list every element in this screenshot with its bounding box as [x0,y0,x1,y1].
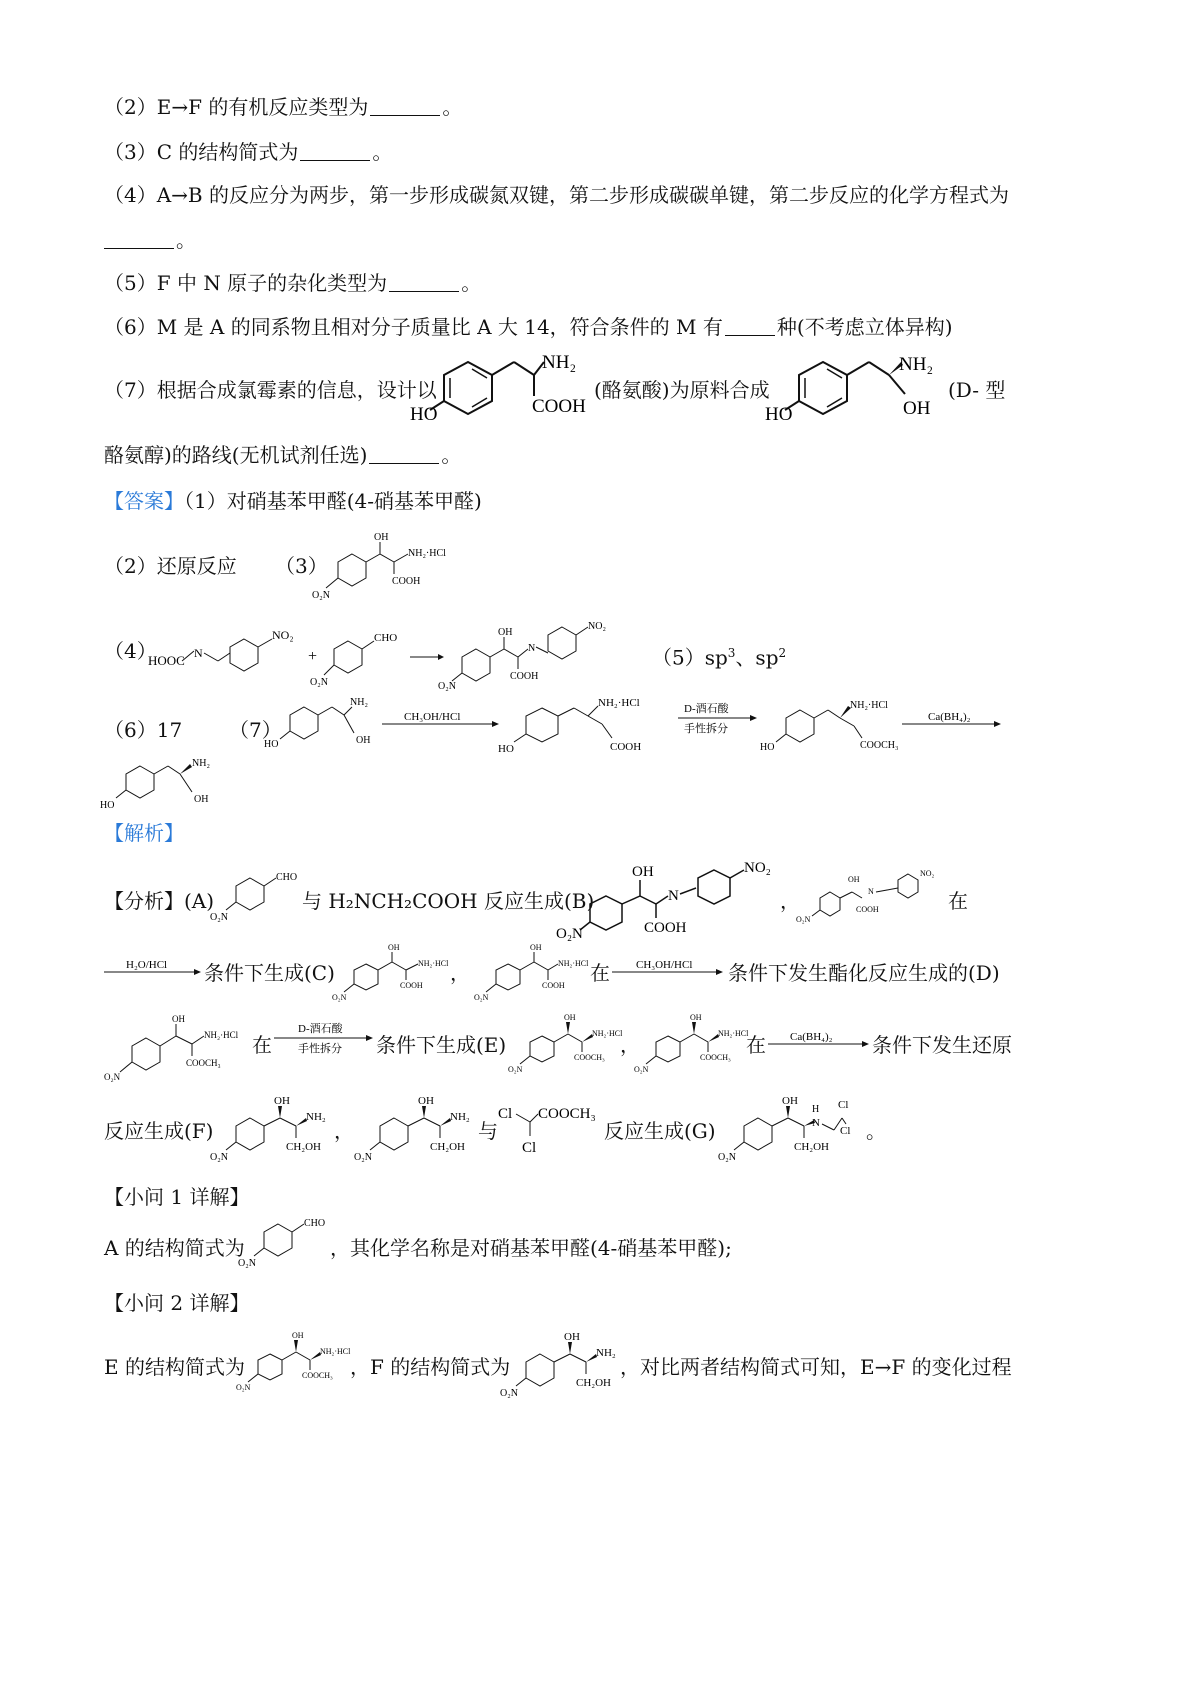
svg-text:CHO: CHO [374,632,398,644]
svg-text:N: N [194,646,203,660]
compound-a-structure [204,870,300,929]
svg-text:O₂N: O₂N [210,912,228,923]
svg-text:COOH: COOH [400,981,423,990]
arrow-meoh-hcl-2 [612,958,724,985]
detail-heading-2: 【小问 2 详解】 [104,1291,250,1315]
ho-label: HO [765,404,793,425]
svg-text:O₂N: O₂N [438,681,456,692]
svg-text:NH₂·HCl: NH₂·HCl [408,548,446,559]
svg-text:H: H [812,1104,820,1115]
compound-g-structure [714,1094,864,1167]
svg-text:Cl: Cl [840,1125,851,1137]
svg-text:COOH: COOH [510,671,539,682]
svg-text:NH₂·HCl: NH₂·HCl [592,1029,623,1038]
svg-text:OH: OH [172,1014,185,1024]
analysis-p4-c: 与 [478,1119,498,1143]
question-3: （3）C 的结构简式为 。 [104,140,393,164]
svg-text:Ca(BH₄)₂: Ca(BH₄)₂ [790,1031,833,1043]
question-7-mid: (酪氨酸)为原料合成 [594,378,770,402]
svg-text:HO: HO [760,742,775,753]
detail-heading-1: 【小问 1 详解】 [104,1185,250,1209]
compound-f-structure [206,1094,336,1167]
analysis-tag: 【解析】 [104,821,184,845]
answer-3-label: （3） [275,554,328,578]
answer-7-label: （7） [229,718,282,742]
question-7: （7）根据合成氯霉素的信息，设计以 [104,378,437,402]
svg-text:O₂N: O₂N [236,1383,251,1392]
d-tyrosinol-structure [765,348,955,435]
svg-text:OH: OH [690,1013,702,1022]
oh-label: OH [903,398,931,419]
svg-text:HO: HO [100,800,115,811]
svg-text:COOCH₃: COOCH₃ [860,740,899,751]
analysis-p4-a: 反应生成(F) [104,1119,214,1143]
analysis-p4-e: 。 [866,1119,886,1143]
svg-text:O₂N: O₂N [332,993,347,1002]
svg-text:OH: OH [848,875,860,884]
analysis-p1-a: 【分析】(A) [104,889,215,913]
svg-text:OH: OH [388,943,400,952]
svg-text:HO: HO [498,743,514,755]
svg-text:HOOC: HOOC [148,653,185,668]
compound-c-small-structure [326,940,456,1007]
analysis-p2-d: 条件下发生酯化反应生成的(D) [728,961,1000,985]
svg-text:D-酒石酸: D-酒石酸 [684,703,729,715]
svg-text:H₂O/HCl: H₂O/HCl [126,959,168,971]
question-5: （5）F 中 N 原子的杂化类型为 。 [104,271,482,295]
svg-text:NH₂·HCl: NH₂·HCl [598,697,640,709]
detail-1-b: ，其化学名称是对硝基苯甲醛(4-硝基苯甲醛); [330,1236,732,1260]
svg-text:COOCH₃: COOCH₃ [574,1053,605,1062]
analysis-p3-e: 条件下发生还原 [872,1033,1012,1057]
tyrosine-structure [410,348,600,435]
arrow-cabh4-2 [768,1030,870,1057]
analysis-p2-b: ， [450,961,470,985]
answer-blank [300,140,370,161]
svg-text:OH: OH [564,1331,580,1343]
svg-text:NO₂: NO₂ [744,860,771,876]
svg-text:O₂N: O₂N [634,1065,649,1074]
nh2-label: NH₂ [899,354,934,375]
compound-b-structure [556,858,786,943]
answer-tag: 【答案】 [104,489,184,513]
analysis-p3-d: 在 [746,1033,766,1057]
ho-label: HO [410,404,438,425]
compound-f-structure-3 [496,1330,626,1403]
svg-text:COOH: COOH [644,920,687,936]
svg-text:COOCH₃: COOCH₃ [302,1371,333,1380]
svg-text:NH₂: NH₂ [596,1347,616,1359]
compound-c-structure [312,532,472,607]
answer-4-label: （4） [104,639,157,663]
svg-text:OH: OH [194,794,209,805]
answer-6: （6）17 [104,718,183,742]
svg-text:N: N [812,1117,820,1129]
svg-text:O₂N: O₂N [474,993,489,1002]
svg-text:OH: OH [530,943,542,952]
nh2-label: NH₂ [542,352,577,373]
svg-text:NH₂·HCl: NH₂·HCl [204,1030,239,1040]
svg-text:NH₂·HCl: NH₂·HCl [418,959,449,968]
svg-text:O₂N: O₂N [310,677,328,688]
answer-blank [369,443,439,464]
compound-a-structure-2 [232,1214,332,1275]
svg-text:COOCH₃: COOCH₃ [700,1053,731,1062]
svg-text:OH: OH [564,1013,576,1022]
compound-f-structure-2 [350,1094,480,1167]
answer-5: $(5)sp^3$、$sp^2$ [652,645,787,670]
svg-text:+: + [308,648,318,665]
answer-blank [389,271,459,292]
svg-text:OH: OH [632,864,654,880]
svg-text:COOCH₃: COOCH₃ [186,1058,221,1068]
svg-text:OH: OH [356,735,371,746]
svg-text:CHO: CHO [304,1218,326,1229]
svg-text:O₂N: O₂N [104,1072,121,1082]
svg-text:CH₂OH: CH₂OH [794,1141,830,1153]
arrow-cabh4 [902,708,1002,737]
svg-text:COOH: COOH [392,576,421,587]
answer-1: 【答案】（1）对硝基苯甲醛(4-硝基苯甲醛) [104,489,482,513]
detail-2-a: E 的结构简式为 [104,1355,245,1379]
answer-blank [370,95,440,116]
svg-text:CH₂OH: CH₂OH [430,1141,466,1153]
svg-text:Ca(BH₄)₂: Ca(BH₄)₂ [928,711,971,723]
svg-text:OH: OH [274,1095,290,1107]
question-7-cont: 酪氨醇)的路线(无机试剂任选) 。 [104,443,462,467]
compound-b-small-structure [796,866,946,929]
question-4-cont: 。 [104,225,196,255]
compound-e-structure [504,1012,624,1079]
svg-text:NH₂: NH₂ [192,758,210,769]
svg-text:COOH: COOH [856,905,879,914]
svg-text:OH: OH [418,1095,434,1107]
svg-text:COOCH₃: COOCH₃ [538,1106,596,1122]
svg-text:O₂N: O₂N [556,926,583,942]
analysis-p2-c: 在 [590,961,610,985]
svg-text:NH₂·HCl: NH₂·HCl [558,959,589,968]
svg-text:Cl: Cl [498,1106,513,1122]
compound-d-structure [100,1010,250,1087]
route-7-step1-structure [264,693,384,760]
svg-text:CH₂OH: CH₂OH [576,1377,612,1389]
answer-blank [725,315,775,336]
svg-text:N: N [668,888,679,904]
svg-text:OH: OH [374,532,389,543]
analysis-p3-b: 条件下生成(E) [376,1033,507,1057]
cooh-label: COOH [532,396,586,417]
analysis-p3-a: 在 [252,1033,272,1057]
svg-text:O₂N: O₂N [796,915,811,924]
svg-text:CHO: CHO [276,872,298,883]
detail-2-b: ，F 的结构简式为 [350,1355,511,1379]
detail-2-c: ，对比两者结构简式可知，E→F 的变化过程 [620,1355,1012,1379]
svg-text:O₂N: O₂N [210,1152,228,1163]
svg-text:N: N [528,643,536,654]
answer-blank [104,228,174,249]
svg-text:O₂N: O₂N [312,590,330,601]
svg-text:COOH: COOH [610,741,642,753]
svg-text:OH: OH [292,1331,304,1340]
compound-e-structure-2 [630,1012,750,1079]
compound-e-structure-3 [232,1330,362,1397]
svg-text:D-酒石酸: D-酒石酸 [298,1023,343,1035]
svg-text:O₂N: O₂N [500,1388,518,1399]
svg-text:NH₂: NH₂ [306,1111,326,1123]
svg-text:CH₃OH/HCl: CH₃OH/HCl [404,711,461,723]
route-7-product-structure [100,752,250,819]
question-7-end: (D- 型 [948,378,1006,402]
route-7-step2-structure [498,690,668,765]
question-4: （4）A→B 的反应分为两步，第一步形成碳氮双键，第二步形成碳碳单键，第二步反应的化学方程式为 [104,183,1009,207]
svg-text:O₂N: O₂N [718,1152,736,1163]
svg-text:OH: OH [782,1095,798,1107]
svg-text:HO: HO [264,739,279,750]
svg-text:NH₂: NH₂ [450,1111,470,1123]
svg-text:NO₂: NO₂ [588,621,606,632]
svg-text:O₂N: O₂N [238,1258,256,1269]
svg-text:Cl: Cl [838,1099,849,1111]
svg-text:COOH: COOH [542,981,565,990]
analysis-p4-d: 反应生成(G) [604,1119,716,1143]
svg-text:NH₂: NH₂ [350,697,368,708]
detail-1-a: A 的结构简式为 [104,1236,245,1260]
analysis-p1-c: ， [780,889,800,913]
analysis-p2-a: 条件下生成(C) [204,961,335,985]
arrow-meoh-hcl [382,708,500,737]
svg-text:O₂N: O₂N [508,1065,523,1074]
analysis-p1-b: 与 H₂NCH₂COOH 反应生成(B) [302,889,595,913]
svg-text:NH₂·HCl: NH₂·HCl [850,700,888,711]
svg-text:O₂N: O₂N [354,1152,372,1163]
svg-text:NO₂: NO₂ [920,869,935,878]
svg-text:N: N [868,887,874,896]
compound-c-small-structure-2 [470,940,590,1007]
svg-text:CH₂OH: CH₂OH [286,1141,322,1153]
route-7-step3-structure [760,692,910,763]
svg-text:手性拆分: 手性拆分 [684,723,728,735]
svg-text:NO₂: NO₂ [272,628,294,642]
svg-text:NH₂·HCl: NH₂·HCl [718,1029,749,1038]
question-6: （6）M 是 A 的同系物且相对分子质量比 A 大 14，符合条件的 M 有 种(不考虑立体异构) [104,315,953,339]
analysis-p3-c: ， [620,1033,640,1057]
arrow-h2o-hcl [104,958,202,985]
svg-text:手性拆分: 手性拆分 [298,1043,342,1055]
arrow-tartaric-resolution-2 [274,1020,374,1067]
svg-text:OH: OH [498,627,513,638]
answer-2: （2）还原反应 [104,554,237,578]
svg-text:NH₂·HCl: NH₂·HCl [320,1347,351,1356]
analysis-p1-d: 在 [948,889,968,913]
methyl-dichloroacetate-structure [498,1098,608,1163]
svg-text:Cl: Cl [522,1140,537,1156]
analysis-p4-b: ， [334,1119,354,1143]
arrow-tartaric-resolution [678,700,758,749]
answer-4-equation [148,615,628,695]
svg-text:CH₃OH/HCl: CH₃OH/HCl [636,959,693,971]
question-2: （2）E→F 的有机反应类型为 。 [104,95,463,119]
